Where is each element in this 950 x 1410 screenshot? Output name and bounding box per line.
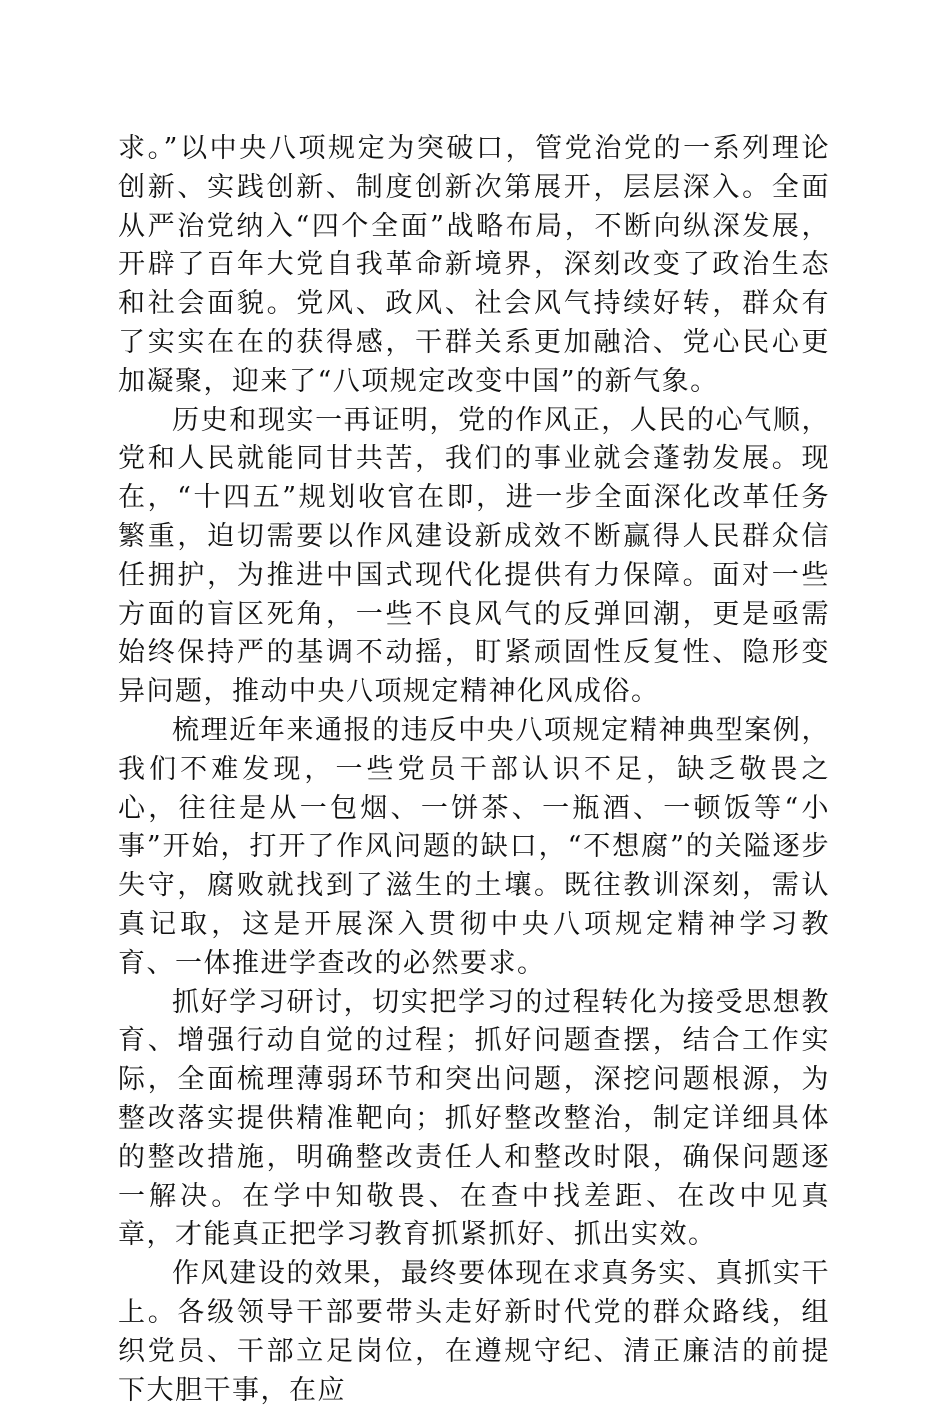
paragraph: 作风建设的效果，最终要体现在求真务实、真抓实干上。各级领导干部要带头走好新时代党的群众路线，组织党员、干部立足岗位，在遵规守纪、清正廉洁的前提下大胆干事，在应 [118, 1258, 830, 1406]
paragraph: 历史和现实一再证明，党的作风正，人民的心气顺，党和人民就能同甘共苦，我们的事业就会蓬勃发展。现在，“十四五”规划收官在即，进一步全面深化改革任务繁重，迫切需要以作风建设新成效不断赢得人民群众信任拥护，为推进中国式现代化提供有力保障。面对一些方面的盲区死角，一些不良风气的反弹回潮，更是亟需始终保持严的基调不动摇，盯紧顽固性反复性、隐形变异问题，推动中央八项规定精神化风成俗。 [118, 404, 830, 708]
paragraph: 抓好学习研讨，切实把学习的过程转化为接受思想教育、增强行动自觉的过程；抓好问题查摆，结合工作实际，全面梳理薄弱环节和突出问题，深挖问题根源，为整改落实提供精准靶向；抓好整改整治，制定详细具体的整改措施，明确整改责任人和整改时限，确保问题逐一解决。在学中知敬畏、在查中找差距、在改中见真章，才能真正把学习教育抓紧抓好、抓出实效。 [118, 986, 830, 1251]
paragraph: 梳理近年来通报的违反中央八项规定精神典型案例，我们不难发现，一些党员干部认识不足，缺乏敬畏之心，往往是从一包烟、一饼茶、一瓶酒、一顿饭等“小事”开始，打开了作风问题的缺口，“不想腐”的关隘逐步失守，腐败就找到了滋生的土壤。既往教训深刻，需认真记取，这是开展深入贯彻中央八项规定精神学习教育、一体推进学查改的必然要求。 [118, 714, 830, 979]
article-body [118, 130, 830, 1410]
paragraph-continuation: 求。”以中央八项规定为突破口，管党治党的一系列理论创新、实践创新、制度创新次第展开，层层深入。全面从严治党纳入“四个全面”战略布局，不断向纵深发展，开辟了百年大党自我革命新境界，深刻改变了政治生态和社会面貌。党风、政风、社会风气持续好转，群众有了实实在在的获得感，干群关系更加融洽、党心民心更加凝聚，迎来了“八项规定改变中国”的新气象。 [118, 133, 830, 397]
